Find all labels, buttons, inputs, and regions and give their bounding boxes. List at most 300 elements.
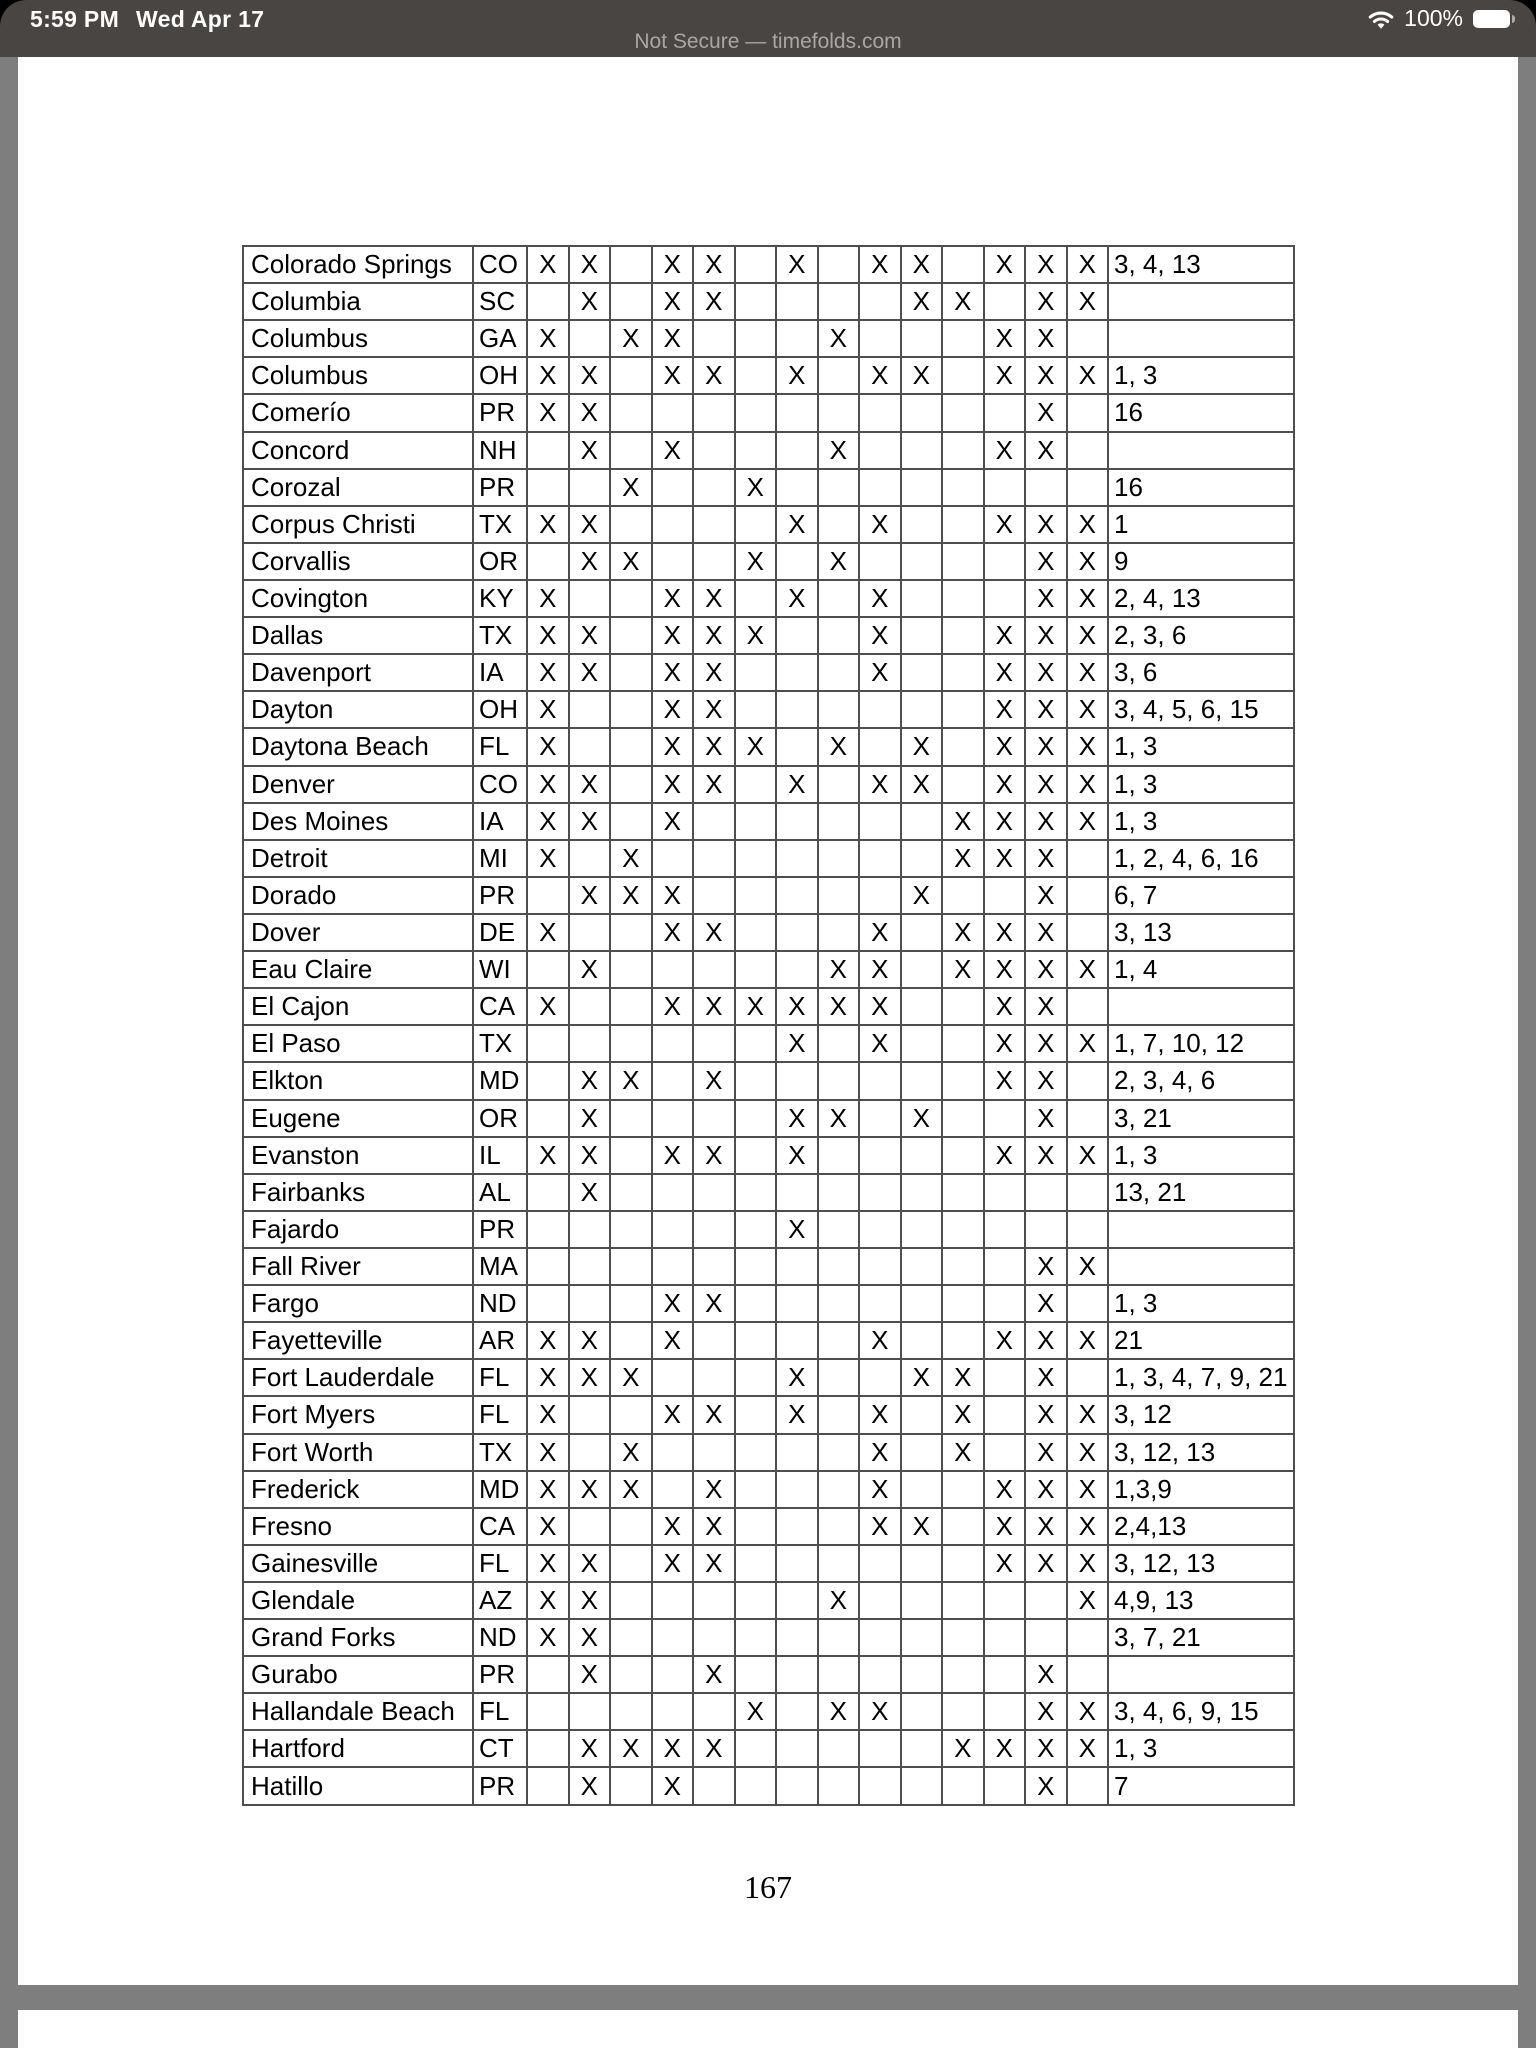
notes-cell: 3, 12: [1109, 1397, 1295, 1434]
mark-cell: [777, 841, 819, 878]
mark-cell: X: [528, 1583, 570, 1620]
city-cell: Fairbanks: [244, 1175, 474, 1212]
mark-cell: [528, 1063, 570, 1100]
mark-cell: [528, 1101, 570, 1138]
mark-cell: [777, 544, 819, 581]
mark-cell: X: [985, 1323, 1027, 1360]
city-cell: Des Moines: [244, 804, 474, 841]
notes-cell: 16: [1109, 470, 1295, 507]
mark-cell: X: [694, 1731, 736, 1768]
mark-cell: [1068, 1286, 1110, 1323]
mark-cell: [1026, 1620, 1068, 1657]
city-cell: Fresno: [244, 1509, 474, 1546]
mark-cell: [694, 1026, 736, 1063]
mark-cell: [653, 1212, 695, 1249]
mark-cell: X: [694, 358, 736, 395]
mark-cell: X: [777, 1026, 819, 1063]
mark-cell: [736, 915, 778, 952]
mark-cell: X: [1068, 1435, 1110, 1472]
mark-cell: X: [985, 1731, 1027, 1768]
state-cell: TX: [474, 618, 528, 655]
notes-cell: 3, 12, 13: [1109, 1435, 1295, 1472]
mark-cell: X: [902, 1360, 944, 1397]
mark-cell: [777, 1731, 819, 1768]
mark-cell: [819, 358, 861, 395]
mark-cell: X: [777, 1397, 819, 1434]
table-row: [244, 767, 1295, 804]
mark-cell: [694, 470, 736, 507]
notes-cell: 3, 6: [1109, 655, 1295, 692]
mark-cell: X: [902, 878, 944, 915]
mark-cell: X: [611, 470, 653, 507]
mark-cell: [611, 692, 653, 729]
mark-cell: X: [570, 655, 612, 692]
mark-cell: [611, 1694, 653, 1731]
notes-cell: 1, 3: [1109, 767, 1295, 804]
mark-cell: X: [528, 1546, 570, 1583]
mark-cell: [736, 321, 778, 358]
mark-cell: [611, 1175, 653, 1212]
mark-cell: X: [1068, 1026, 1110, 1063]
notes-cell: 2, 3, 4, 6: [1109, 1063, 1295, 1100]
mark-cell: [819, 1323, 861, 1360]
mark-cell: [694, 1768, 736, 1805]
mark-cell: [902, 1583, 944, 1620]
mark-cell: [570, 1286, 612, 1323]
mark-cell: [1068, 1063, 1110, 1100]
mark-cell: [694, 1435, 736, 1472]
mark-cell: X: [653, 692, 695, 729]
mark-cell: X: [653, 1138, 695, 1175]
mark-cell: [611, 395, 653, 432]
mark-cell: [943, 1101, 985, 1138]
mark-cell: [570, 915, 612, 952]
mark-cell: [943, 544, 985, 581]
mark-cell: X: [1068, 1546, 1110, 1583]
mark-cell: [985, 284, 1027, 321]
pdf-page: [18, 57, 1518, 1985]
mark-cell: [902, 618, 944, 655]
mark-cell: [528, 1249, 570, 1286]
mark-cell: [943, 1063, 985, 1100]
mark-cell: [902, 395, 944, 432]
table-row: [244, 804, 1295, 841]
page-scroll-area[interactable]: [0, 57, 1536, 2048]
mark-cell: [736, 1026, 778, 1063]
mark-cell: X: [653, 1768, 695, 1805]
notes-cell: [1109, 1657, 1295, 1694]
mark-cell: [653, 1175, 695, 1212]
mark-cell: X: [570, 1768, 612, 1805]
mark-cell: X: [653, 581, 695, 618]
mark-cell: [736, 1546, 778, 1583]
mark-cell: [777, 915, 819, 952]
mark-cell: X: [943, 915, 985, 952]
mark-cell: X: [777, 1101, 819, 1138]
mark-cell: X: [653, 1731, 695, 1768]
mark-cell: [985, 1620, 1027, 1657]
mark-cell: X: [860, 1694, 902, 1731]
mark-cell: [777, 618, 819, 655]
table-row: [244, 1323, 1295, 1360]
mark-cell: [528, 1026, 570, 1063]
city-cell: Detroit: [244, 841, 474, 878]
city-cell: Gurabo: [244, 1657, 474, 1694]
mark-cell: X: [528, 989, 570, 1026]
table-row: [244, 1657, 1295, 1694]
city-cell: Eugene: [244, 1101, 474, 1138]
mark-cell: [943, 1249, 985, 1286]
mark-cell: [819, 1435, 861, 1472]
mark-cell: X: [528, 655, 570, 692]
mark-cell: [985, 581, 1027, 618]
mark-cell: X: [694, 915, 736, 952]
mark-cell: [819, 247, 861, 284]
mark-cell: X: [1068, 247, 1110, 284]
mark-cell: [611, 1026, 653, 1063]
mark-cell: X: [985, 618, 1027, 655]
mark-cell: X: [653, 1509, 695, 1546]
mark-cell: [611, 655, 653, 692]
pdf-next-page: [18, 2010, 1518, 2048]
mark-cell: X: [860, 358, 902, 395]
mark-cell: [777, 1286, 819, 1323]
mark-cell: X: [819, 952, 861, 989]
state-cell: PR: [474, 878, 528, 915]
mark-cell: X: [985, 1026, 1027, 1063]
city-cell: Davenport: [244, 655, 474, 692]
mark-cell: X: [860, 507, 902, 544]
mark-cell: [736, 284, 778, 321]
table-row: [244, 841, 1295, 878]
mark-cell: [943, 1583, 985, 1620]
mark-cell: X: [570, 1546, 612, 1583]
mark-cell: X: [1026, 692, 1068, 729]
mark-cell: [653, 1435, 695, 1472]
table-row: [244, 1249, 1295, 1286]
city-cell: Hartford: [244, 1731, 474, 1768]
mark-cell: X: [819, 989, 861, 1026]
mark-cell: [819, 1397, 861, 1434]
table-row: [244, 395, 1295, 432]
mark-cell: [570, 581, 612, 618]
state-cell: MI: [474, 841, 528, 878]
mark-cell: [611, 1286, 653, 1323]
mark-cell: [777, 1546, 819, 1583]
mark-cell: X: [570, 284, 612, 321]
mark-cell: X: [528, 767, 570, 804]
mark-cell: [819, 655, 861, 692]
mark-cell: [777, 1657, 819, 1694]
mark-cell: X: [694, 767, 736, 804]
mark-cell: [860, 1657, 902, 1694]
mark-cell: [860, 729, 902, 766]
mark-cell: [653, 395, 695, 432]
mark-cell: X: [902, 247, 944, 284]
table-row: [244, 284, 1295, 321]
mark-cell: [902, 1323, 944, 1360]
city-cell: Corvallis: [244, 544, 474, 581]
mark-cell: [985, 1397, 1027, 1434]
mark-cell: [1068, 470, 1110, 507]
mark-cell: X: [1068, 507, 1110, 544]
mark-cell: X: [1026, 1286, 1068, 1323]
mark-cell: [611, 804, 653, 841]
mark-cell: [736, 1768, 778, 1805]
table-row: [244, 321, 1295, 358]
notes-cell: 1: [1109, 507, 1295, 544]
mark-cell: X: [819, 1694, 861, 1731]
mark-cell: [570, 692, 612, 729]
mark-cell: [611, 618, 653, 655]
mark-cell: [777, 284, 819, 321]
mark-cell: [736, 247, 778, 284]
state-cell: IL: [474, 1138, 528, 1175]
mark-cell: [985, 470, 1027, 507]
mark-cell: [902, 655, 944, 692]
mark-cell: X: [860, 952, 902, 989]
mark-cell: X: [570, 1101, 612, 1138]
mark-cell: [860, 1731, 902, 1768]
mark-cell: [736, 1286, 778, 1323]
table-row: [244, 952, 1295, 989]
mark-cell: [777, 655, 819, 692]
mark-cell: X: [736, 1694, 778, 1731]
city-cell: Dallas: [244, 618, 474, 655]
mark-cell: X: [570, 507, 612, 544]
mark-cell: X: [943, 841, 985, 878]
mark-cell: [819, 1546, 861, 1583]
mark-cell: [1068, 1768, 1110, 1805]
mark-cell: X: [985, 767, 1027, 804]
mark-cell: X: [528, 1360, 570, 1397]
city-cell: Eau Claire: [244, 952, 474, 989]
mark-cell: X: [570, 433, 612, 470]
mark-cell: X: [611, 1472, 653, 1509]
mark-cell: [985, 1768, 1027, 1805]
mark-cell: [860, 1620, 902, 1657]
mark-cell: [570, 1212, 612, 1249]
mark-cell: X: [1026, 1731, 1068, 1768]
mark-cell: [570, 1026, 612, 1063]
url-bar[interactable]: [0, 30, 1536, 54]
mark-cell: [736, 804, 778, 841]
table-row: [244, 729, 1295, 766]
mark-cell: [943, 1620, 985, 1657]
notes-cell: [1109, 284, 1295, 321]
mark-cell: X: [1026, 1694, 1068, 1731]
mark-cell: X: [1026, 1026, 1068, 1063]
mark-cell: [985, 1583, 1027, 1620]
mark-cell: [611, 247, 653, 284]
mark-cell: [943, 655, 985, 692]
state-cell: TX: [474, 507, 528, 544]
table-row: [244, 507, 1295, 544]
mark-cell: X: [653, 433, 695, 470]
mark-cell: [819, 1472, 861, 1509]
mark-cell: [653, 952, 695, 989]
table-row: [244, 1138, 1295, 1175]
mark-cell: [777, 729, 819, 766]
mark-cell: [736, 1583, 778, 1620]
mark-cell: [902, 1657, 944, 1694]
mark-cell: X: [985, 507, 1027, 544]
wifi-icon: [1366, 9, 1396, 31]
mark-cell: X: [860, 581, 902, 618]
table-row: [244, 433, 1295, 470]
mark-cell: [736, 841, 778, 878]
city-cell: Fayetteville: [244, 1323, 474, 1360]
city-cell: Evanston: [244, 1138, 474, 1175]
mark-cell: X: [528, 618, 570, 655]
notes-cell: [1109, 433, 1295, 470]
notes-cell: 3, 4, 13: [1109, 247, 1295, 284]
state-cell: AZ: [474, 1583, 528, 1620]
mark-cell: [777, 1509, 819, 1546]
city-cell: Corozal: [244, 470, 474, 507]
notes-cell: 1, 3: [1109, 1138, 1295, 1175]
state-cell: KY: [474, 581, 528, 618]
city-cell: Daytona Beach: [244, 729, 474, 766]
mark-cell: [736, 1397, 778, 1434]
mark-cell: X: [570, 804, 612, 841]
mark-cell: [736, 692, 778, 729]
mark-cell: X: [860, 1323, 902, 1360]
mark-cell: [943, 618, 985, 655]
mark-cell: X: [653, 618, 695, 655]
mark-cell: X: [694, 1657, 736, 1694]
mark-cell: [985, 395, 1027, 432]
mark-cell: [653, 1249, 695, 1286]
notes-cell: 9: [1109, 544, 1295, 581]
mark-cell: [653, 841, 695, 878]
mark-cell: X: [694, 1472, 736, 1509]
mark-cell: X: [860, 1435, 902, 1472]
mark-cell: X: [1068, 544, 1110, 581]
mark-cell: X: [570, 1731, 612, 1768]
mark-cell: [860, 284, 902, 321]
mark-cell: [528, 1286, 570, 1323]
mark-cell: X: [943, 1435, 985, 1472]
mark-cell: X: [736, 989, 778, 1026]
mark-cell: [860, 841, 902, 878]
mark-cell: X: [985, 989, 1027, 1026]
mark-cell: X: [1026, 1138, 1068, 1175]
mark-cell: [1068, 1101, 1110, 1138]
mark-cell: [902, 470, 944, 507]
mark-cell: [570, 1249, 612, 1286]
mark-cell: [777, 1694, 819, 1731]
table-row: [244, 1472, 1295, 1509]
mark-cell: X: [694, 1286, 736, 1323]
battery-percent: 100%: [1404, 5, 1463, 31]
mark-cell: [694, 1212, 736, 1249]
mark-cell: X: [1068, 1249, 1110, 1286]
mark-cell: [860, 1583, 902, 1620]
state-cell: OH: [474, 358, 528, 395]
table-row: [244, 1546, 1295, 1583]
mark-cell: [1068, 1360, 1110, 1397]
mark-cell: X: [570, 1583, 612, 1620]
notes-cell: [1109, 1249, 1295, 1286]
table-row: [244, 470, 1295, 507]
mark-cell: [819, 284, 861, 321]
table-row: [244, 1026, 1295, 1063]
state-cell: TX: [474, 1026, 528, 1063]
mark-cell: X: [1026, 1546, 1068, 1583]
notes-cell: 1, 3: [1109, 358, 1295, 395]
mark-cell: X: [860, 767, 902, 804]
mark-cell: X: [570, 1175, 612, 1212]
mark-cell: [902, 1249, 944, 1286]
mark-cell: [943, 767, 985, 804]
city-cell: Dorado: [244, 878, 474, 915]
mark-cell: [943, 1138, 985, 1175]
mark-cell: [902, 692, 944, 729]
city-cell: Dover: [244, 915, 474, 952]
table-row: [244, 1731, 1295, 1768]
mark-cell: X: [1026, 1435, 1068, 1472]
mark-cell: X: [902, 729, 944, 766]
mark-cell: [777, 1620, 819, 1657]
mark-cell: X: [694, 1509, 736, 1546]
state-cell: PR: [474, 1768, 528, 1805]
mark-cell: X: [777, 507, 819, 544]
table-row: [244, 989, 1295, 1026]
mark-cell: [860, 804, 902, 841]
mark-cell: X: [653, 989, 695, 1026]
table-row: [244, 1063, 1295, 1100]
mark-cell: [819, 1026, 861, 1063]
notes-cell: [1109, 989, 1295, 1026]
mark-cell: X: [1026, 1472, 1068, 1509]
mark-cell: X: [528, 1397, 570, 1434]
mark-cell: [653, 1101, 695, 1138]
mark-cell: [736, 1435, 778, 1472]
mark-cell: X: [1068, 952, 1110, 989]
mark-cell: [860, 433, 902, 470]
mark-cell: [819, 878, 861, 915]
mark-cell: X: [902, 284, 944, 321]
mark-cell: [777, 395, 819, 432]
mark-cell: X: [1068, 1694, 1110, 1731]
mark-cell: X: [860, 1026, 902, 1063]
state-cell: IA: [474, 655, 528, 692]
mark-cell: X: [528, 1138, 570, 1175]
city-cell: Glendale: [244, 1583, 474, 1620]
mark-cell: X: [985, 1063, 1027, 1100]
mark-cell: [777, 952, 819, 989]
mark-cell: X: [611, 1731, 653, 1768]
mark-cell: X: [943, 952, 985, 989]
mark-cell: X: [570, 952, 612, 989]
mark-cell: [736, 395, 778, 432]
city-cell: Colorado Springs: [244, 247, 474, 284]
mark-cell: X: [1026, 1397, 1068, 1434]
mark-cell: X: [653, 878, 695, 915]
mark-cell: [819, 507, 861, 544]
mark-cell: [819, 470, 861, 507]
notes-cell: 1,3,9: [1109, 1472, 1295, 1509]
mark-cell: X: [694, 1063, 736, 1100]
mark-cell: X: [1068, 1323, 1110, 1360]
notes-cell: 1, 2, 4, 6, 16: [1109, 841, 1295, 878]
status-right: [1366, 5, 1510, 32]
notes-cell: 3, 4, 5, 6, 15: [1109, 692, 1295, 729]
mark-cell: [1068, 433, 1110, 470]
mark-cell: [653, 1026, 695, 1063]
mark-cell: [985, 1212, 1027, 1249]
